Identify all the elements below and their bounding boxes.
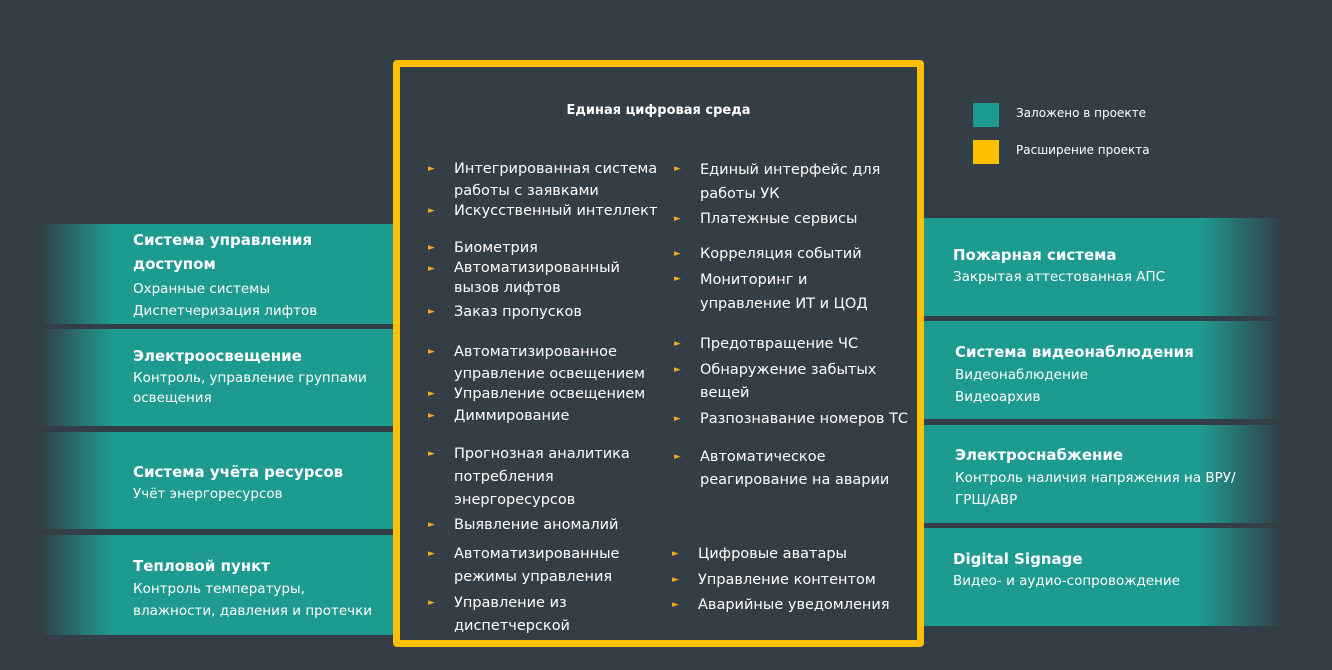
block-title: Электроосвещение (133, 347, 302, 365)
arrow-bullet-icon: ► (428, 598, 435, 608)
arrow-bullet-icon: ► (428, 264, 435, 274)
arrow-bullet-icon: ► (674, 365, 681, 375)
right-block-digital-signage (920, 528, 1282, 626)
legend-label: Расширение проекта (1016, 143, 1150, 157)
list-item: ► Автоматизированный вызов лифтов (428, 260, 620, 296)
legend-swatch-yellow (973, 140, 999, 164)
list-item: ► Искусственный интеллект (454, 200, 664, 222)
list-item: ► Выявление аномалий (454, 514, 664, 536)
arrow-bullet-icon: ► (428, 411, 435, 421)
list-item: ► Корреляция событий (700, 243, 900, 265)
block-title: Тепловой пункт (133, 557, 270, 575)
arrow-bullet-icon: ► (428, 549, 435, 559)
list-item: ► Аварийные уведомления (698, 594, 898, 616)
block-line: Диспетчеризация лифтов (133, 303, 318, 319)
list-item: ► Разпознавание номеров ТС (700, 408, 915, 430)
list-item: ► Интегрированная система работы с заявками (454, 158, 664, 202)
list-item: ► Мониторинг и управление ИТ и ЦОД (700, 268, 890, 316)
list-item: ► Обнаружение забытых вещей (700, 359, 890, 405)
block-title: Пожарная система (953, 246, 1117, 264)
list-item: ► Биометрия (454, 237, 664, 259)
digital-environment-panel (393, 60, 924, 647)
arrow-bullet-icon: ► (428, 347, 435, 357)
arrow-bullet-icon: ► (674, 414, 681, 424)
list-item: ► Автоматизированные режимы управления (454, 543, 654, 589)
right-block-power-supply (920, 425, 1282, 523)
block-line: Контроль температуры, влажности, давления и протечки (133, 581, 373, 619)
block-title: Электроснабжение (955, 446, 1124, 464)
left-block-lighting (40, 329, 396, 426)
list-item: ► Управление освещением (454, 383, 664, 405)
list-item: ► Предотвращение ЧС (700, 333, 900, 355)
arrow-bullet-icon: ► (428, 449, 435, 459)
list-item: ► Управление контентом (698, 569, 898, 591)
panel-title: Единая цифровая среда (566, 103, 751, 118)
right-block-fire-system (920, 218, 1282, 316)
list-item: ► Автоматизированное управление освещением (454, 341, 654, 385)
arrow-bullet-icon: ► (428, 389, 435, 399)
list-item: ► Прогнозная аналитика потребления энергоресурсов (454, 443, 634, 512)
arrow-bullet-icon: ► (672, 600, 679, 610)
legend-swatch-teal (973, 103, 999, 127)
arrow-bullet-icon: ► (674, 164, 681, 174)
arrow-bullet-icon: ► (672, 549, 679, 559)
left-block-resource-metering (40, 432, 396, 529)
block-title: Система управления доступом (133, 231, 313, 273)
block-title: Digital Signage (953, 550, 1083, 568)
list-item: ► Автоматическое реагирование на аварии (700, 446, 900, 492)
arrow-bullet-icon: ► (428, 243, 435, 253)
arrow-bullet-icon: ► (674, 249, 681, 259)
arrow-bullet-icon: ► (428, 164, 435, 174)
arrow-bullet-icon: ► (674, 214, 681, 224)
arrow-bullet-icon: ► (428, 307, 435, 317)
block-title: Система учёта ресурсов (133, 463, 344, 481)
block-line: Закрытая аттестованная АПС (953, 269, 1166, 285)
right-block-video-surveillance (920, 321, 1282, 419)
arrow-bullet-icon: ► (674, 452, 681, 462)
list-item: ► Управление из диспетчерской (454, 592, 634, 638)
arrow-bullet-icon: ► (428, 520, 435, 530)
list-item: ► Единый интерфейс для работы УК (700, 158, 900, 206)
block-title: Система видеонаблюдения (955, 343, 1194, 361)
block-line: Контроль наличия напряжения на ВРУ/ГРЩ/АВР (955, 470, 1236, 508)
block-line: Учёт энергоресурсов (133, 486, 283, 502)
block-line: Видеонаблюдение (955, 367, 1088, 383)
list-item: ► Цифровые аватары (698, 543, 898, 565)
legend-label: Заложено в проекте (1016, 106, 1146, 120)
list-item: ► Диммирование (454, 405, 664, 427)
arrow-bullet-icon: ► (674, 339, 681, 349)
block-line: Видеоархив (955, 389, 1041, 405)
left-block-heating-point (40, 535, 396, 635)
list-item: ► Платежные сервисы (700, 208, 900, 230)
arrow-bullet-icon: ► (672, 575, 679, 585)
arrow-bullet-icon: ► (428, 206, 435, 216)
list-item: ► Заказ пропусков (454, 301, 664, 323)
arrow-bullet-icon: ► (674, 274, 681, 284)
block-line: Охранные системы (133, 281, 270, 297)
left-block-access-control (40, 224, 396, 324)
block-line: Видео- и аудио-сопровождение (953, 573, 1180, 589)
block-line: Контроль, управление группами освещения (133, 370, 367, 406)
